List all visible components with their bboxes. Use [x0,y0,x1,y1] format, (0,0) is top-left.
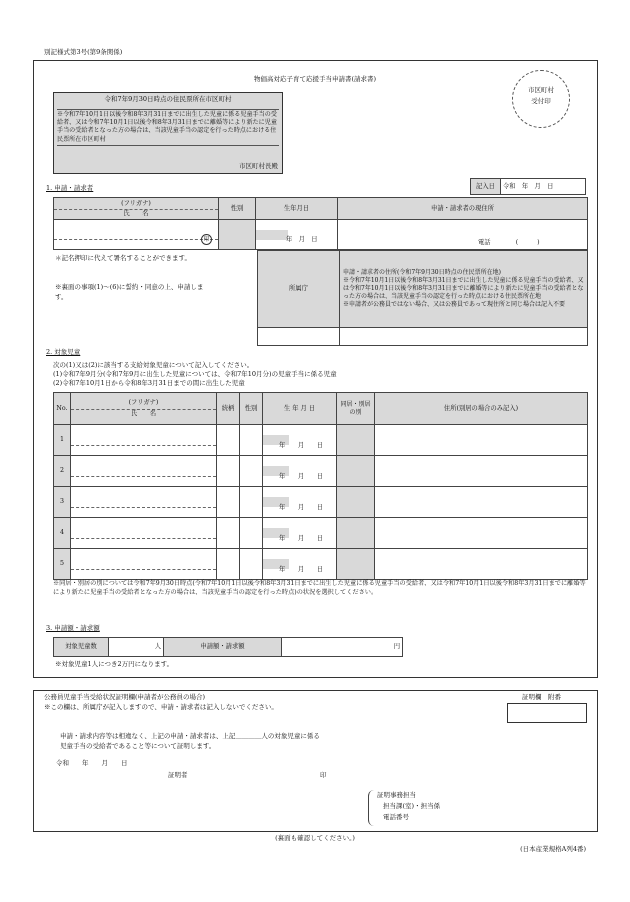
child-birth-input[interactable]: 年 月 日 [263,518,337,549]
entry-date-input[interactable]: 令和 年 月 日 [501,179,586,195]
section1-title: 1. 申請・請求者 [46,184,94,192]
child-count-input[interactable] [109,638,164,657]
office-bracket [368,790,459,826]
child-name-input[interactable] [71,487,217,518]
child-cohabit-input[interactable] [337,549,375,580]
office-line-2: 電話番号 [383,813,409,821]
section2-intro-0: 次の(1)又は(2)に該当する支給対象児童について記入してください。 [53,361,254,369]
certificate-text2: 児童手当の受給者であること等について証明します。 [60,742,216,750]
child-birth-input[interactable]: 年 月 日 [263,425,337,456]
certifier-label: 証明者 [168,771,188,779]
col-name: (フリガナ) 氏 名 [71,393,217,425]
form-title: 物価高対応子育て応援手当申請書(請求書) [253,75,377,83]
child-address-input[interactable] [375,549,588,580]
address-header: 申請・請求者の現住所 [338,198,588,220]
certificate-note: ※この欄は、所属庁が記入しますので、申請・請求者は記入しないでください。 [44,703,278,711]
entry-date-label: 記入日 [471,179,501,195]
col-relation: 続柄 [217,393,240,425]
stamp-line2: 受付印 [531,97,551,105]
amount-label: 申請額・請求額 [164,638,282,657]
seal-mark: 印 [201,234,212,245]
child-relation-input[interactable] [217,549,240,580]
cohabit-footnote: ※同居・別居の別については令和7年9月30日時点(令和7年10月1日以後令和8年3月31日までに出生した児童に係る児童手当の受給者、又は令和7年10月1日以後令和8年3月31日までに離婚等により新たに児童手当の受給者となった方の場合は、当該児童手当の認定を行った時点)の状況を選択してください。 [53,580,586,596]
col-no: No. [54,393,71,425]
child-row [54,456,588,487]
child-cohabit-input[interactable] [337,456,375,487]
applicant-name-input[interactable] [54,220,219,250]
applicant-table [53,197,588,250]
birth-header: 生年月日 [256,198,338,220]
col-birth: 生 年 月 日 [263,393,337,425]
gender-input[interactable] [219,220,256,250]
child-cohabit-input[interactable] [337,487,375,518]
stamp-line1: 市区町村 [528,86,554,94]
name-header: 氏 名 [123,209,149,217]
section2-intro-2: (2)令和7年10月1日から令和8年3月31日までの間に出生した児童 [53,379,245,387]
addressee-body: ※令和7年10月1日以後令和8年3月31日までに出生した児童に係る児童手当の受給者、又は令和7年10月1日以後令和8年3月31日までに離婚等により新たに児童手当の受給者となった方の場合は、当該児童手当の認定を行った時点における住民票所在市区町村 [57,109,279,146]
department-address-input[interactable] [340,328,588,346]
children-table [53,392,588,580]
amount-input[interactable] [282,638,403,657]
col-address: 住所(別居の場合のみ記入) [375,393,588,425]
addressee-box [53,92,283,174]
child-birth-input[interactable]: 年 月 日 [263,456,337,487]
child-name-input[interactable] [71,425,217,456]
applicant-name-header [54,198,219,220]
certificate-no-input[interactable] [507,703,587,723]
addressee-head: 令和7年9月30日時点の住民票所在市区町村 [104,95,232,103]
section2-intro-1: (1)令和7年9月分(令和7年9月に出生した児童については、令和7年10月分)の児童手当に係る児童 [53,370,337,378]
address-input[interactable] [338,220,588,250]
gender-header: 性別 [219,198,256,220]
child-name-input[interactable] [71,456,217,487]
child-cohabit-input[interactable] [337,425,375,456]
office-line-0: 証明事務担当 [377,791,416,799]
child-gender-input[interactable] [240,425,263,456]
certificate-title: 公務員児童手当受給状況証明欄(申請者が公務員の場合) [44,693,206,701]
certificate-no-label: 証明欄 附番 [522,693,561,701]
child-gender-input[interactable] [240,487,263,518]
row-number: 2 [54,456,71,487]
row-number: 3 [54,487,71,518]
child-name-input[interactable] [71,518,217,549]
certificate-text1: 申請・請求内容等は相違なく、上記の申請・請求者は、上記＿＿＿＿人の対象児童に係る [60,732,320,740]
birth-input[interactable] [256,220,338,250]
yen-unit: 円 [393,643,400,651]
child-row [54,549,588,580]
child-row [54,518,588,549]
section3-title: 3. 申請額・請求額 [46,624,100,632]
col-gender: 性別 [240,393,263,425]
addressee-tail: 市区町村長殿 [239,162,278,170]
child-birth-input[interactable]: 年 月 日 [263,487,337,518]
department-input[interactable] [258,328,340,346]
child-relation-input[interactable] [217,518,240,549]
child-address-input[interactable] [375,456,588,487]
row-number: 4 [54,518,71,549]
footer-center: (裏面も確認してください。) [275,834,355,842]
child-gender-input[interactable] [240,549,263,580]
department-table [257,250,588,346]
furigana-header: (フリガナ) [54,200,218,210]
person-unit: 人 [154,643,161,651]
certifier-seal: 印 [320,771,327,779]
entry-date-table [470,178,586,195]
child-birth-input[interactable]: 年 月 日 [263,549,337,580]
child-address-input[interactable] [375,518,588,549]
child-address-input[interactable] [375,425,588,456]
child-name-input[interactable] [71,549,217,580]
child-gender-input[interactable] [240,456,263,487]
pledge-note: ※裏面の事項(1)～(6)に誓約・同意の上、申請します。 [55,283,204,301]
amount-table [53,637,403,657]
certificate-date: 令和 年 月 日 [56,759,128,767]
child-cohabit-input[interactable] [337,518,375,549]
child-relation-input[interactable] [217,456,240,487]
phone-label: 電話 ( ) [478,239,540,246]
birth-date-text: 年 月 日 [286,236,318,243]
form-number: 別記様式第3号(第9条関係) [44,48,123,56]
child-gender-input[interactable] [240,518,263,549]
child-row [54,425,588,456]
footer-right: (日本産業規格A列4番) [520,845,586,853]
reception-stamp [512,70,570,128]
child-relation-input[interactable] [217,487,240,518]
child-count-label: 対象児童数 [54,638,109,657]
office-line-1: 担当課(室)・担当係 [383,802,441,810]
section2-title: 2. 対象児童 [46,348,81,356]
amount-note: ※対象児童1人につき2万円になります。 [55,660,174,668]
department-address-note: 申請・請求者の住所(令和7年9月30日時点の住民票所在地) ※令和7年10月1日以後令和8年3月31日までに出生した児童に係る児童手当の受給者、又は令和7年10月1日以後令和8年3月31日までに離婚等により新たに児童手当の受給者となった方の場合は、当該児童手当の認定を行った時点における住民票所在地 ※申請者が公務員ではない場合、又は公務員であって現住所と同じ場合は記入不要 [340,251,588,328]
row-number: 5 [54,549,71,580]
child-address-input[interactable] [375,487,588,518]
col-cohabit: 同居・別居の別 [337,393,375,425]
row-number: 1 [54,425,71,456]
seal-note: ＊記名押印に代えて署名することができます。 [55,254,191,262]
department-label: 所属庁 [258,251,340,328]
child-row [54,487,588,518]
child-relation-input[interactable] [217,425,240,456]
